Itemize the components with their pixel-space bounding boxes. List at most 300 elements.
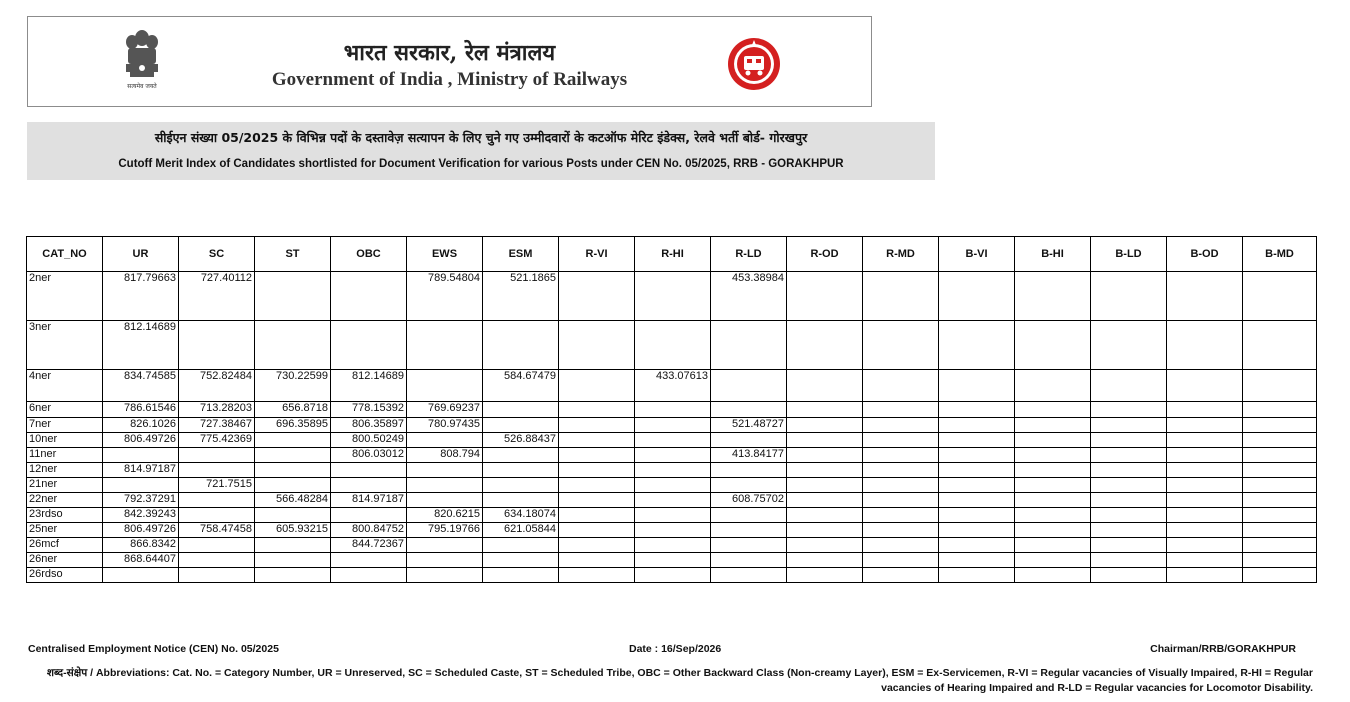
cutoff-cell: [1243, 508, 1317, 523]
cutoff-cell: [559, 448, 635, 463]
cutoff-cell: [1167, 508, 1243, 523]
cutoff-cell: 795.19766: [407, 523, 483, 538]
cutoff-cell: [1243, 433, 1317, 448]
cutoff-cell: [1243, 553, 1317, 568]
cutoff-cell: [1091, 448, 1167, 463]
cutoff-cell: 730.22599: [255, 370, 331, 402]
indian-railways-logo-icon: [725, 37, 783, 91]
cutoff-cell: [787, 553, 863, 568]
column-header: UR: [103, 237, 179, 272]
title-english: Cutoff Merit Index of Candidates shortlisted for Document Verification for various Posts under CEN No. 05/2025, RRB - GORAKHPUR: [118, 158, 844, 170]
cutoff-cell: [863, 493, 939, 508]
cutoff-cell: [635, 478, 711, 493]
cutoff-cell: [787, 370, 863, 402]
cutoff-cell: [559, 508, 635, 523]
cutoff-cell: [559, 418, 635, 433]
cutoff-cell: [787, 568, 863, 583]
cutoff-cell: 826.1026: [103, 418, 179, 433]
cutoff-cell: [1015, 418, 1091, 433]
cutoff-cell: [103, 568, 179, 583]
cutoff-cell: [407, 478, 483, 493]
cutoff-cell: [483, 402, 559, 418]
cutoff-cell: [939, 463, 1015, 478]
column-header: ST: [255, 237, 331, 272]
cutoff-cell: [939, 493, 1015, 508]
cutoff-cell: [863, 568, 939, 583]
cutoff-cell: [863, 523, 939, 538]
cutoff-cell: [559, 402, 635, 418]
column-header: R-OD: [787, 237, 863, 272]
cutoff-cell: [711, 568, 787, 583]
cutoff-cell: [635, 553, 711, 568]
cutoff-cell: [1091, 523, 1167, 538]
cutoff-cell: 521.1865: [483, 272, 559, 321]
cutoff-cell: 806.03012: [331, 448, 407, 463]
cutoff-cell: [863, 538, 939, 553]
cutoff-cell: [179, 321, 255, 370]
cutoff-cell: 789.54804: [407, 272, 483, 321]
cutoff-cell: [1015, 493, 1091, 508]
cutoff-cell: [1167, 433, 1243, 448]
cat-no-cell: 4ner: [27, 370, 103, 402]
cutoff-cell: [1243, 523, 1317, 538]
column-header: R-VI: [559, 237, 635, 272]
cutoff-cell: [1243, 568, 1317, 583]
cutoff-cell: [711, 463, 787, 478]
document-title-band: [27, 122, 935, 180]
cutoff-cell: [711, 553, 787, 568]
column-header: B-VI: [939, 237, 1015, 272]
cutoff-cell: [1167, 370, 1243, 402]
cutoff-cell: [103, 448, 179, 463]
cutoff-cell: [787, 448, 863, 463]
cutoff-cell: [483, 448, 559, 463]
cutoff-cell: [1091, 538, 1167, 553]
cutoff-cell: 814.97187: [331, 493, 407, 508]
cutoff-cell: [255, 321, 331, 370]
cutoff-cell: [863, 370, 939, 402]
cutoff-cell: 800.50249: [331, 433, 407, 448]
cutoff-cell: [787, 321, 863, 370]
cutoff-cell: [711, 508, 787, 523]
cutoff-cell: 758.47458: [179, 523, 255, 538]
cutoff-cell: [863, 402, 939, 418]
cutoff-cell: [939, 272, 1015, 321]
title-hindi: सीईएन संख्या 05/2025 के विभिन्न पदों के दस्तावेज़ सत्यापन के लिए चुने गए उम्मीदवारों के कटऑफ मेरिट इंडेक्स, रेलवे भर्ती बोर्ड- गोरखपुर: [154, 130, 808, 145]
cutoff-cell: [255, 508, 331, 523]
cutoff-cell: 806.49726: [103, 523, 179, 538]
cutoff-cell: [787, 463, 863, 478]
cutoff-cell: [1243, 463, 1317, 478]
cutoff-cell: [635, 538, 711, 553]
cutoff-cell: 780.97435: [407, 418, 483, 433]
cutoff-cell: [711, 538, 787, 553]
cutoff-cell: [179, 493, 255, 508]
cutoff-cell: 727.40112: [179, 272, 255, 321]
cutoff-cell: [1167, 553, 1243, 568]
cutoff-cell: 842.39243: [103, 508, 179, 523]
cutoff-cell: [939, 523, 1015, 538]
cutoff-cell: [255, 538, 331, 553]
footer-signatory: Chairman/RRB/GORAKHPUR: [1150, 643, 1296, 655]
cutoff-cell: 727.38467: [179, 418, 255, 433]
cutoff-cell: [1243, 448, 1317, 463]
cutoff-cell: [635, 402, 711, 418]
column-header: R-LD: [711, 237, 787, 272]
table-row: [27, 402, 1317, 418]
cutoff-cell: [635, 448, 711, 463]
cat-no-cell: 3ner: [27, 321, 103, 370]
cutoff-cell: [863, 463, 939, 478]
cat-no-cell: 6ner: [27, 402, 103, 418]
cutoff-cell: [1167, 402, 1243, 418]
cutoff-cell: [1015, 553, 1091, 568]
cutoff-cell: [1015, 402, 1091, 418]
cutoff-cell: [939, 478, 1015, 493]
cutoff-cell: [1243, 321, 1317, 370]
cutoff-cell: [559, 538, 635, 553]
column-header: OBC: [331, 237, 407, 272]
cutoff-cell: [1091, 463, 1167, 478]
cutoff-cell: [635, 272, 711, 321]
cutoff-cell: [559, 433, 635, 448]
cutoff-cell: [863, 321, 939, 370]
cutoff-cell: [1015, 523, 1091, 538]
cutoff-cell: 817.79663: [103, 272, 179, 321]
abbreviations-note: शब्द-संक्षेप / Abbreviations: Cat. No. = Category Number, UR = Unreserved, SC = Scheduled Caste, ST = Scheduled Tribe, OBC = Other Backward Class (Non-creamy Layer), ESM = Ex-Servicemen, R-VI = Regular vacancies of Visually Impaired, R-HI = Regular vacancies of Hearing Impaired and R-LD = Regular vacancies for Locomotor Disability.: [46, 667, 1313, 694]
cat-no-cell: 7ner: [27, 418, 103, 433]
cat-no-cell: 26mcf: [27, 538, 103, 553]
cutoff-cell: [635, 568, 711, 583]
cutoff-cell: [255, 568, 331, 583]
cutoff-cell: [1015, 370, 1091, 402]
table-row: [27, 523, 1317, 538]
cutoff-cell: [331, 272, 407, 321]
table-row: [27, 370, 1317, 402]
table-row: [27, 553, 1317, 568]
cutoff-cell: [1243, 272, 1317, 321]
cutoff-cell: [1167, 448, 1243, 463]
cutoff-cell: [1091, 370, 1167, 402]
cutoff-cell: [939, 402, 1015, 418]
cutoff-cell: 721.7515: [179, 478, 255, 493]
cutoff-cell: 806.49726: [103, 433, 179, 448]
cutoff-cell: [483, 493, 559, 508]
cutoff-cell: [1015, 272, 1091, 321]
emblem-caption: सत्यमेव जयते: [127, 83, 157, 90]
table-row: [27, 418, 1317, 433]
cutoff-cell: [179, 448, 255, 463]
cutoff-cell: [711, 402, 787, 418]
cutoff-cell: [787, 272, 863, 321]
cutoff-cell: 812.14689: [103, 321, 179, 370]
cutoff-cell: 605.93215: [255, 523, 331, 538]
cutoff-cell: [939, 418, 1015, 433]
cutoff-cell: [179, 463, 255, 478]
cutoff-cell: [1091, 493, 1167, 508]
cutoff-cell: [787, 508, 863, 523]
cutoff-cell: [1167, 523, 1243, 538]
cutoff-cell: [787, 478, 863, 493]
cutoff-cell: [483, 553, 559, 568]
cutoff-cell: [407, 463, 483, 478]
cutoff-cell: [1091, 433, 1167, 448]
cutoff-cell: 806.35897: [331, 418, 407, 433]
table-row: [27, 508, 1317, 523]
cutoff-cell: 812.14689: [331, 370, 407, 402]
cutoff-cell: [255, 433, 331, 448]
cutoff-cell: [255, 553, 331, 568]
cutoff-cell: [1167, 463, 1243, 478]
column-header: EWS: [407, 237, 483, 272]
cutoff-cell: [559, 321, 635, 370]
cutoff-cell: 778.15392: [331, 402, 407, 418]
cutoff-cell: 566.48284: [255, 493, 331, 508]
cutoff-cell: 820.6215: [407, 508, 483, 523]
cutoff-cell: [331, 321, 407, 370]
cutoff-cell: [179, 568, 255, 583]
cutoff-cell: [407, 321, 483, 370]
cutoff-cell: [635, 418, 711, 433]
cutoff-cell: 608.75702: [711, 493, 787, 508]
cat-no-cell: 26ner: [27, 553, 103, 568]
table-header-row: [27, 237, 1317, 272]
cutoff-cell: [863, 272, 939, 321]
cutoff-cell: [331, 478, 407, 493]
column-header: B-MD: [1243, 237, 1317, 272]
cutoff-cell: 453.38984: [711, 272, 787, 321]
cutoff-cell: [255, 463, 331, 478]
column-header: R-MD: [863, 237, 939, 272]
table-row: [27, 463, 1317, 478]
cutoff-cell: [407, 568, 483, 583]
cutoff-cell: 786.61546: [103, 402, 179, 418]
footer-cen-number: Centralised Employment Notice (CEN) No. 05/2025: [28, 643, 279, 655]
cutoff-cell: [179, 538, 255, 553]
cutoff-cell: [1167, 321, 1243, 370]
column-header: B-HI: [1015, 237, 1091, 272]
cutoff-cell: 769.69237: [407, 402, 483, 418]
cat-no-cell: 2ner: [27, 272, 103, 321]
cutoff-cell: [787, 402, 863, 418]
cutoff-cell: 584.67479: [483, 370, 559, 402]
cutoff-cell: [255, 478, 331, 493]
cutoff-cell: [407, 493, 483, 508]
cutoff-cell: [1243, 478, 1317, 493]
cutoff-cell: [787, 538, 863, 553]
page-header: [27, 16, 872, 107]
cutoff-cell: [1015, 508, 1091, 523]
cutoff-cell: [635, 523, 711, 538]
column-header: ESM: [483, 237, 559, 272]
table-row: [27, 493, 1317, 508]
cat-no-cell: 12ner: [27, 463, 103, 478]
cutoff-cell: 526.88437: [483, 433, 559, 448]
table-row: [27, 272, 1317, 321]
cutoff-cell: [787, 433, 863, 448]
cutoff-cell: [863, 433, 939, 448]
cutoff-cell: [1091, 553, 1167, 568]
org-name-hindi: भारत सरकार, रेल मंत्रालय: [343, 40, 556, 66]
cutoff-cell: [863, 553, 939, 568]
cutoff-cell: [1015, 463, 1091, 478]
cat-no-cell: 21ner: [27, 478, 103, 493]
cutoff-cell: [1091, 402, 1167, 418]
column-header: B-OD: [1167, 237, 1243, 272]
cat-no-cell: 11ner: [27, 448, 103, 463]
cutoff-cell: 808.794: [407, 448, 483, 463]
cutoff-cell: [787, 523, 863, 538]
cutoff-cell: [103, 478, 179, 493]
cutoff-cell: [483, 463, 559, 478]
cutoff-cell: [255, 272, 331, 321]
cutoff-cell: [1167, 272, 1243, 321]
cutoff-cell: [1015, 538, 1091, 553]
cutoff-cell: [863, 448, 939, 463]
cutoff-cell: [331, 463, 407, 478]
cutoff-cell: [1015, 478, 1091, 493]
cutoff-cell: [635, 508, 711, 523]
cutoff-cell: [483, 478, 559, 493]
cutoff-cell: 521.48727: [711, 418, 787, 433]
cutoff-cell: [635, 463, 711, 478]
cutoff-cell: [711, 370, 787, 402]
cutoff-cell: [1243, 402, 1317, 418]
cutoff-cell: [179, 553, 255, 568]
cutoff-cell: [1243, 418, 1317, 433]
cutoff-cell: [863, 478, 939, 493]
cutoff-cell: [407, 553, 483, 568]
cutoff-cell: 775.42369: [179, 433, 255, 448]
cutoff-cell: [1091, 321, 1167, 370]
cutoff-cell: [1091, 478, 1167, 493]
cutoff-cell: [1091, 508, 1167, 523]
cutoff-cell: [559, 478, 635, 493]
cutoff-cell: [407, 538, 483, 553]
cutoff-cell: [559, 568, 635, 583]
cutoff-cell: 792.37291: [103, 493, 179, 508]
column-header: CAT_NO: [27, 237, 103, 272]
cutoff-cell: [559, 553, 635, 568]
cutoff-cell: [1243, 370, 1317, 402]
column-header: R-HI: [635, 237, 711, 272]
table-row: [27, 448, 1317, 463]
cutoff-cell: [559, 523, 635, 538]
cutoff-cell: 656.8718: [255, 402, 331, 418]
cutoff-cell: [483, 418, 559, 433]
cutoff-cell: 866.8342: [103, 538, 179, 553]
cutoff-cell: [559, 463, 635, 478]
cutoff-cell: [1091, 418, 1167, 433]
cutoff-cell: [939, 370, 1015, 402]
cutoff-cell: [863, 418, 939, 433]
cutoff-cell: [559, 370, 635, 402]
cutoff-cell: [1015, 448, 1091, 463]
table-row: [27, 433, 1317, 448]
org-name-english: Government of India , Ministry of Railways: [271, 69, 628, 90]
cutoff-cell: [1167, 478, 1243, 493]
cutoff-cell: [407, 433, 483, 448]
cutoff-cell: [483, 538, 559, 553]
cutoff-cell: [1167, 418, 1243, 433]
cutoff-cell: 713.28203: [179, 402, 255, 418]
cutoff-cell: [863, 508, 939, 523]
table-row: [27, 321, 1317, 370]
cutoff-cell: [939, 568, 1015, 583]
cutoff-cell: [635, 493, 711, 508]
column-header: SC: [179, 237, 255, 272]
cutoff-cell: [331, 553, 407, 568]
cat-no-cell: 25ner: [27, 523, 103, 538]
cutoff-cell: [1167, 538, 1243, 553]
cat-no-cell: 22ner: [27, 493, 103, 508]
cutoff-cell: [635, 433, 711, 448]
cutoff-cell: [939, 433, 1015, 448]
cutoff-cell: 834.74585: [103, 370, 179, 402]
cutoff-cell: [179, 508, 255, 523]
cutoff-cell: [1167, 568, 1243, 583]
table-row: [27, 478, 1317, 493]
cutoff-cell: [1243, 538, 1317, 553]
cutoff-cell: 800.84752: [331, 523, 407, 538]
cat-no-cell: 26rdso: [27, 568, 103, 583]
cutoff-cell: [1091, 568, 1167, 583]
cutoff-cell: [1015, 568, 1091, 583]
cutoff-cell: [939, 538, 1015, 553]
cutoff-cell: [939, 508, 1015, 523]
cutoff-cell: 814.97187: [103, 463, 179, 478]
column-header: B-LD: [1091, 237, 1167, 272]
cutoff-cell: 868.64407: [103, 553, 179, 568]
cutoff-cell: 634.18074: [483, 508, 559, 523]
cutoff-cell: [483, 568, 559, 583]
table-row: [27, 568, 1317, 583]
cutoff-cell: [1167, 493, 1243, 508]
cutoff-cell: [787, 418, 863, 433]
cutoff-cell: [255, 448, 331, 463]
cutoff-cell: [407, 370, 483, 402]
cutoff-cell: [331, 568, 407, 583]
cutoff-cell: [1243, 493, 1317, 508]
cutoff-cell: 433.07613: [635, 370, 711, 402]
cutoff-cell: [1091, 272, 1167, 321]
cat-no-cell: 10ner: [27, 433, 103, 448]
cutoff-cell: 696.35895: [255, 418, 331, 433]
cutoff-cell: [711, 321, 787, 370]
cutoff-cell: 844.72367: [331, 538, 407, 553]
cutoff-cell: [711, 478, 787, 493]
cutoff-cell: [559, 272, 635, 321]
cat-no-cell: 23rdso: [27, 508, 103, 523]
cutoff-cell: [711, 523, 787, 538]
cutoff-cell: 752.82484: [179, 370, 255, 402]
cutoff-cell: [1015, 433, 1091, 448]
cutoff-cell: [939, 321, 1015, 370]
cutoff-cell: [331, 508, 407, 523]
cutoff-cell: [939, 448, 1015, 463]
cutoff-cell: [939, 553, 1015, 568]
cutoff-cell: [559, 493, 635, 508]
cutoff-cell: 413.84177: [711, 448, 787, 463]
cutoff-cell: [635, 321, 711, 370]
cutoff-cell: [1015, 321, 1091, 370]
cutoff-cell: [483, 321, 559, 370]
cutoff-cell: [711, 433, 787, 448]
cutoff-cell: [787, 493, 863, 508]
table-row: [27, 538, 1317, 553]
cutoff-merit-table: [26, 236, 1317, 583]
cutoff-cell: 621.05844: [483, 523, 559, 538]
